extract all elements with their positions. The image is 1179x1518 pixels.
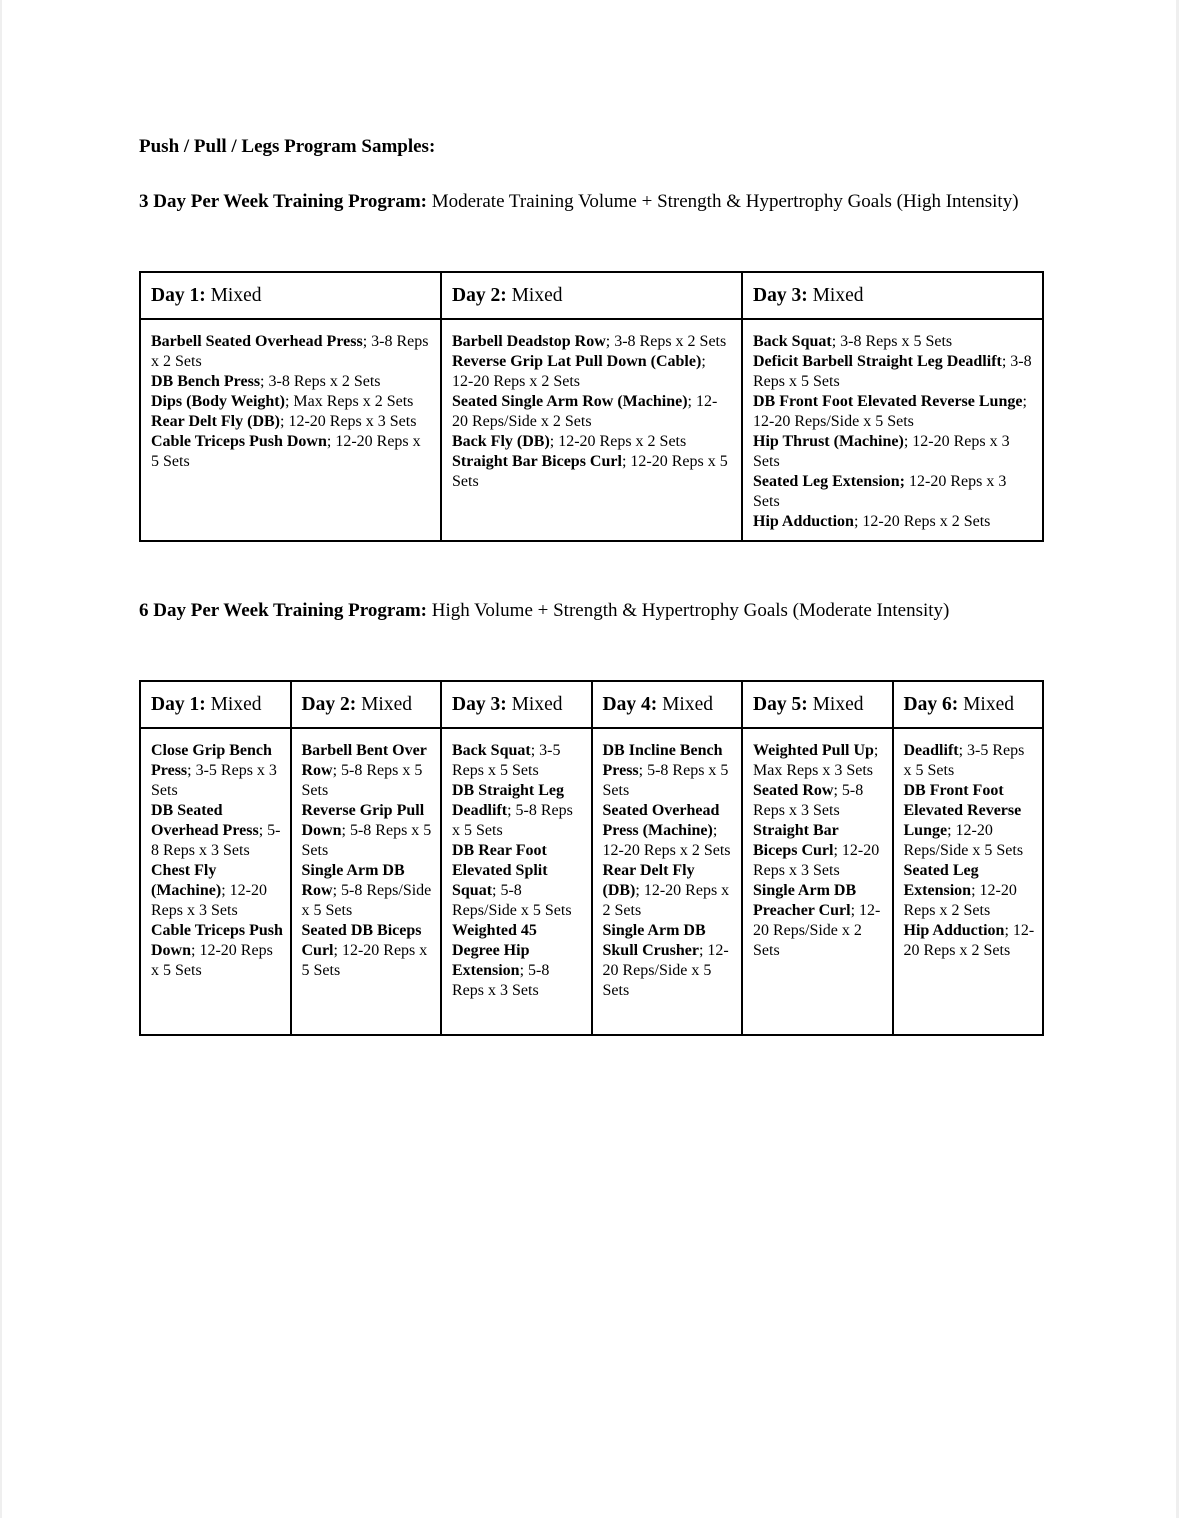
day-type: Mixed [506, 693, 563, 715]
exercise-name: Barbell Seated Overhead Press [151, 333, 363, 350]
exercise-name: Seated DB Biceps Curl [301, 922, 422, 959]
exercise-item [904, 781, 1037, 861]
exercise-item [302, 741, 435, 801]
exercise-item [753, 352, 1032, 392]
exercise-name: Hip Adduction [903, 922, 1005, 939]
day-type: Mixed [958, 693, 1014, 715]
exercise-detail: ; 5-8 Reps/Side x 5 Sets [452, 882, 572, 919]
exercise-item [452, 921, 585, 1001]
exercise-name: Deadlift [903, 742, 959, 759]
day-type: Mixed [506, 284, 563, 306]
exercise-detail: ; 3-5 Reps x 3 Sets [151, 762, 277, 799]
exercise-detail: ; 5-8 Reps/Side x 5 Sets [301, 882, 432, 919]
exercise-detail: ; 12-20 Reps/Side x 5 Sets [602, 942, 729, 999]
exercise-item [603, 861, 736, 921]
day-exercises-cell [140, 319, 441, 541]
day-label: Day 4: [602, 693, 658, 715]
exercise-detail: ; 3-8 Reps x 5 Sets [831, 333, 953, 350]
exercise-name: Single Arm DB Skull Crusher [602, 922, 706, 959]
exercise-detail: ; 3-5 Reps x 5 Sets [903, 742, 1025, 779]
exercise-detail: ; 12-20 Reps x 2 Sets [549, 433, 687, 450]
program-6day-heading [139, 597, 1049, 625]
exercise-detail: ; 12-20 Reps x 2 Sets [853, 513, 991, 530]
exercise-detail: ; 12-20 Reps x 2 Sets [903, 882, 1017, 919]
exercise-detail: ; 3-8 Reps x 2 Sets [605, 333, 727, 350]
exercise-name: Back Squat [753, 333, 832, 350]
day-type: Mixed [205, 284, 262, 306]
exercise-detail: ; 12-20 Reps x 2 Sets [903, 922, 1035, 959]
exercise-item [151, 372, 430, 392]
exercise-name: DB Seated Overhead Press [151, 802, 259, 839]
exercise-item [452, 781, 585, 841]
day-exercises-cell [140, 728, 291, 1035]
document-title: Push / Pull / Legs Program Samples: [139, 136, 436, 157]
exercise-name: DB Incline Bench Press [602, 742, 723, 779]
day-type: Mixed [657, 693, 713, 715]
day-type: Mixed [356, 693, 412, 715]
exercise-detail: ; 12-20 Reps x 5 Sets [452, 453, 728, 490]
exercise-name: Rear Delt Fly (DB) [151, 413, 280, 430]
table-header-row [140, 681, 1043, 728]
exercise-item [452, 841, 585, 921]
exercise-detail: ; 12-20 Reps x 2 Sets [452, 353, 706, 390]
exercise-item [753, 741, 886, 781]
exercise-item [753, 881, 886, 961]
day-exercises-cell [742, 728, 893, 1035]
exercise-item [452, 432, 731, 452]
exercise-item [151, 921, 284, 981]
exercise-name: Cable Triceps Push Down [151, 922, 283, 959]
exercise-detail: ; 12-20 Reps x 3 Sets [753, 842, 880, 879]
table-row [140, 319, 1043, 541]
exercise-name: Seated Leg Extension [903, 862, 979, 899]
day-type: Mixed [807, 693, 864, 715]
exercise-item [151, 801, 284, 861]
exercise-item [753, 332, 1032, 352]
day-label: Day 3: [452, 693, 507, 715]
day-label: Day 5: [753, 693, 808, 715]
exercise-detail: ; 3-8 Reps x 5 Sets [753, 353, 1032, 390]
exercise-detail: ; 5-8 Reps x 3 Sets [151, 822, 281, 859]
exercise-name: Reverse Grip Lat Pull Down (Cable) [452, 353, 702, 370]
exercise-name: Seated Overhead Press (Machine) [602, 802, 720, 839]
exercise-name: Dips (Body Weight) [151, 393, 285, 410]
exercise-item [302, 921, 435, 981]
exercise-item [302, 801, 435, 861]
exercise-item [603, 801, 736, 861]
exercise-item [452, 452, 731, 492]
exercise-name: Single Arm DB Preacher Curl [753, 882, 857, 919]
day-header [742, 272, 1043, 319]
exercise-name: Reverse Grip Pull Down [301, 802, 425, 839]
exercise-name: Deficit Barbell Straight Leg Deadlift [753, 353, 1002, 370]
day-exercises-cell [893, 728, 1044, 1035]
day-header [441, 681, 592, 728]
document-page [2, 0, 1176, 1518]
exercise-name: Barbell Bent Over Row [301, 742, 427, 779]
exercise-name: Close Grip Bench Press [151, 742, 272, 779]
exercise-item [151, 741, 284, 801]
exercise-detail: ; 12-20 Reps x 2 Sets [602, 822, 731, 859]
day-header [291, 681, 442, 728]
exercise-detail: ; 12-20 Reps x 5 Sets [151, 942, 273, 979]
exercise-detail: ; 5-8 Reps x 5 Sets [452, 802, 573, 839]
exercise-detail: ; 3-5 Reps x 5 Sets [452, 742, 561, 779]
exercise-detail: ; Max Reps x 3 Sets [753, 742, 879, 779]
program-6day-heading-bold: 6 Day Per Week Training Program: [139, 600, 427, 621]
exercise-item [753, 472, 1032, 512]
day-label: Day 2: [452, 284, 507, 306]
exercise-item [753, 392, 1032, 432]
exercise-detail: ; 5-8 Reps x 5 Sets [301, 822, 432, 859]
day-exercises-cell [291, 728, 442, 1035]
table-row [140, 728, 1043, 1035]
exercise-name: DB Bench Press [151, 373, 261, 390]
exercise-item [452, 741, 585, 781]
exercise-name: DB Straight Leg Deadlift [452, 782, 564, 819]
exercise-name: Single Arm DB Row [301, 862, 405, 899]
exercise-detail: ; 12-20 Reps x 2 Sets [602, 882, 730, 919]
exercise-name: Hip Adduction [753, 513, 854, 530]
exercise-item [753, 781, 886, 821]
day-label: Day 1: [151, 693, 206, 715]
exercise-item [151, 861, 284, 921]
exercise-name: Hip Thrust (Machine) [753, 433, 904, 450]
exercise-item [753, 432, 1032, 472]
program-3day-heading-bold: 3 Day Per Week Training Program: [139, 191, 427, 212]
program-6day-table [139, 680, 1044, 1036]
exercise-detail: ; 12-20 Reps x 5 Sets [151, 433, 421, 470]
exercise-item [753, 821, 886, 881]
day-header [592, 681, 743, 728]
exercise-name: DB Front Foot Elevated Reverse Lunge [903, 782, 1022, 839]
exercise-name: Back Squat [452, 742, 531, 759]
exercise-name: Cable Triceps Push Down [151, 433, 327, 450]
exercise-item [151, 412, 430, 432]
day-type: Mixed [807, 284, 864, 306]
exercise-name: Chest Fly (Machine) [151, 862, 222, 899]
exercise-name: DB Front Foot Elevated Reverse Lunge [753, 393, 1023, 410]
table-header-row [140, 272, 1043, 319]
exercise-detail: ; 12-20 Reps x 3 Sets [753, 433, 1010, 470]
day-exercises-cell [592, 728, 743, 1035]
exercise-name: Straight Bar Biceps Curl [452, 453, 622, 470]
exercise-name: Barbell Deadstop Row [452, 333, 606, 350]
exercise-detail: ; 5-8 Reps x 3 Sets [452, 962, 550, 999]
exercise-detail: ; 5-8 Reps x 5 Sets [602, 762, 729, 799]
exercise-name: Seated Single Arm Row (Machine) [452, 393, 688, 410]
day-exercises-cell [441, 319, 742, 541]
day-label: Day 6: [903, 693, 959, 715]
exercise-item [452, 392, 731, 432]
exercise-item [904, 741, 1037, 781]
exercise-detail: ; 12-20 Reps/Side x 2 Sets [452, 393, 718, 430]
day-header [140, 272, 441, 319]
day-label: Day 1: [151, 284, 206, 306]
day-header [441, 272, 742, 319]
exercise-name: Straight Bar Biceps Curl [753, 822, 839, 859]
exercise-name: Seated Row [753, 782, 834, 799]
program-3day-heading-text: Moderate Training Volume + Strength & Hypertrophy Goals (High Intensity) [426, 191, 1019, 212]
exercise-item [452, 332, 731, 352]
exercise-item [452, 352, 731, 392]
exercise-name: Back Fly (DB) [452, 433, 550, 450]
exercise-item [904, 861, 1037, 921]
exercise-item [603, 741, 736, 801]
exercise-name: Seated Leg Extension; [753, 473, 905, 490]
exercise-item [151, 432, 430, 472]
exercise-item [151, 392, 430, 412]
exercise-name: Rear Delt Fly (DB) [602, 862, 695, 899]
exercise-name: DB Rear Foot Elevated Split Squat [452, 842, 548, 899]
day-type: Mixed [205, 693, 262, 715]
day-exercises-cell [742, 319, 1043, 541]
exercise-detail: ; 5-8 Reps x 3 Sets [753, 782, 864, 819]
exercise-detail: ; 12-20 Reps x 3 Sets [280, 413, 417, 430]
exercise-name: Weighted 45 Degree Hip Extension [452, 922, 537, 979]
exercise-detail: ; 12-20 Reps/Side x 5 Sets [903, 822, 1024, 859]
exercise-detail: ; 12-20 Reps x 3 Sets [151, 882, 267, 919]
exercise-item [151, 332, 430, 372]
day-header [893, 681, 1044, 728]
exercise-detail: ; 5-8 Reps x 5 Sets [301, 762, 423, 799]
day-header [140, 681, 291, 728]
day-exercises-cell [441, 728, 592, 1035]
exercise-item [904, 921, 1037, 961]
exercise-item [753, 512, 1032, 532]
exercise-item [302, 861, 435, 921]
exercise-detail: ; 3-8 Reps x 2 Sets [260, 373, 381, 390]
exercise-detail: ; 12-20 Reps x 5 Sets [301, 942, 428, 979]
exercise-item [603, 921, 736, 1001]
exercise-detail: ; Max Reps x 2 Sets [284, 393, 414, 410]
exercise-detail: ; 3-8 Reps x 2 Sets [151, 333, 429, 370]
day-label: Day 3: [753, 284, 808, 306]
program-6day-heading-text: High Volume + Strength & Hypertrophy Goals (Moderate Intensity) [426, 600, 950, 621]
exercise-detail: 12-20 Reps x 3 Sets [753, 473, 1007, 510]
day-header [742, 681, 893, 728]
program-3day-heading [139, 188, 1049, 216]
exercise-name: Weighted Pull Up [753, 742, 874, 759]
program-3day-table [139, 271, 1044, 542]
exercise-detail: ; 12-20 Reps/Side x 2 Sets [753, 902, 881, 959]
day-label: Day 2: [301, 693, 357, 715]
exercise-detail: ; 12-20 Reps/Side x 5 Sets [753, 393, 1027, 430]
